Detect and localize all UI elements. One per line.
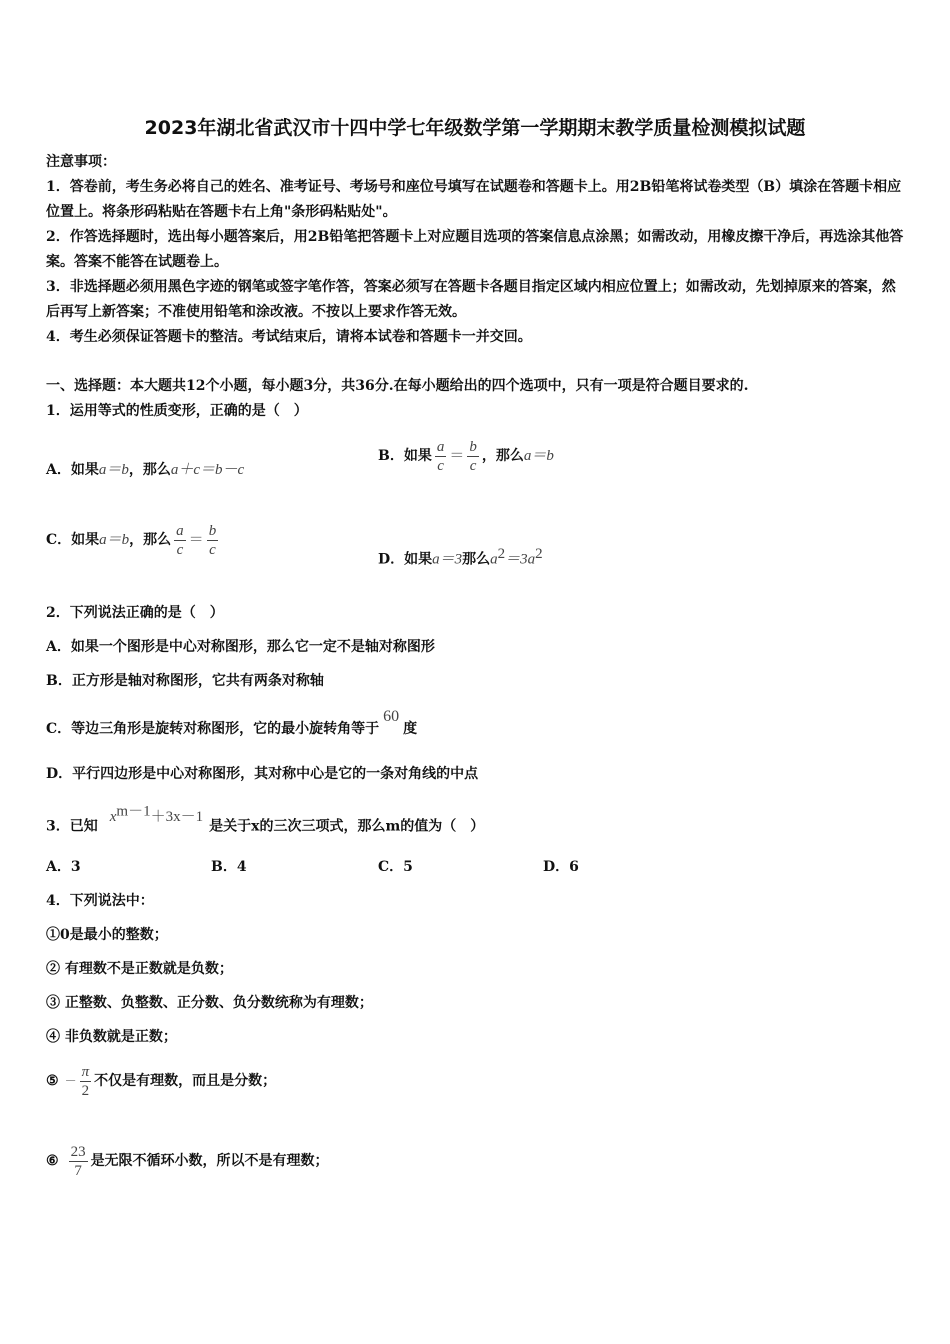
notice-item-3: 3．非选择题必须用黑色字迹的钢笔或签字笔作答，答案必须写在答题卡各题目指定区域内相应位置上；如需改动，先划掉原来的答案，然后再写上新答案；不准使用铅笔和涂改液。不按以上要求作答无效。 [46,279,896,320]
question-1-option-c: C．如果a＝b，那么 $\frac{a}{c}$ ＝ $\frac{b}{c}$ [46,523,217,558]
fraction-b-over-c: $\frac{b}{c}$ [208,523,217,558]
question-3-stem: 3．已知$x^{m-1}+3x-1$是关于x的三次三项式，那么m的值为（ ） [46,803,485,835]
question-4-stem: 4．下列说法中： [46,893,154,909]
statement-5: ⑤ － $\frac{\pi}{2}$ 不仅是有理数，而且是分数； [46,1064,277,1099]
question-2-option-b: B．正方形是轴对称图形，它共有两条对称轴 [46,673,324,689]
fraction-pi-over-2: $\frac{\pi}{2}$ [81,1064,90,1099]
question-2-option-c: C．等边三角形是旋转对称图形，它的最小旋转角等于60度 [46,708,418,737]
notice-item-4: 4．考生必须保证答题卡的整洁。考试结束后，请将本试卷和答题卡一并交回。 [46,329,532,345]
fraction-a-over-c: $\frac{a}{c}$ [176,523,184,558]
statement-2: ② 有理数不是正数就是负数； [46,961,233,977]
statement-4: ④ 非负数就是正数； [46,1029,177,1045]
question-1-option-a: A．如果a＝b，那么a＋c＝b－c [46,462,245,478]
notice-item-2: 2．作答选择题时，选出每小题答案后，用2B铅笔把答题卡上对应题目选项的答案信息点涂黑；如需改动，用橡皮擦干净后，再选涂其他答案。答案不能答在试题卷上。 [46,229,904,270]
question-3-option-d: D．6 [543,859,579,875]
section-heading: 一、选择题：本大题共12个小题，每小题3分，共36分.在每小题给出的四个选项中，只有一项是符合题目要求的. [46,378,749,394]
question-1-option-d: D．如果a＝3那么$a^2=3a^2$ [378,546,543,568]
question-1-option-b: B．如果 $\frac{a}{c}$ ＝ $\frac{b}{c}$ ，那么a＝b [378,439,554,474]
fraction-a-over-c: $\frac{a}{c}$ [436,439,445,474]
question-3-option-a: A．3 [46,859,81,875]
question-2-option-a: A．如果一个图形是中心对称图形，那么它一定不是轴对称图形 [46,639,435,655]
question-2-stem: 2．下列说法正确的是（ ） [46,605,224,621]
notice-item-1: 1．答卷前，考生务必将自己的姓名、准考证号、考场号和座位号填写在试题卷和答题卡上。用2B铅笔将试卷类型（B）填涂在答题卡相应位置上。将条形码粘贴在答题卡右上角"条形码粘贴处"。 [46,179,902,220]
fraction-b-over-c: $\frac{b}{c}$ [469,439,477,474]
statement-1: ①0是最小的整数； [46,927,168,943]
question-3-option-b: B．4 [211,859,247,875]
notice-heading: 注意事项： [46,154,116,170]
question-2-option-d: D．平行四边形是中心对称图形，其对称中心是它的一条对角线的中点 [46,766,479,782]
statement-6: ⑥ $\frac{23}{7}$ 是无限不循环小数，所以不是有理数； [46,1144,329,1179]
polynomial: $x^{m-1}+3x-1$ [109,803,204,825]
question-1-stem: 1．运用等式的性质变形，正确的是（ ） [46,403,308,419]
page-title: 2023年湖北省武汉市十四中学七年级数学第一学期期末教学质量检测模拟试题 [144,117,806,139]
statement-3: ③ 正整数、负整数、正分数、负分数统称为有理数； [46,995,373,1011]
fraction-23-over-7: $\frac{23}{7}$ [70,1144,86,1179]
question-3-option-c: C．5 [378,859,413,875]
